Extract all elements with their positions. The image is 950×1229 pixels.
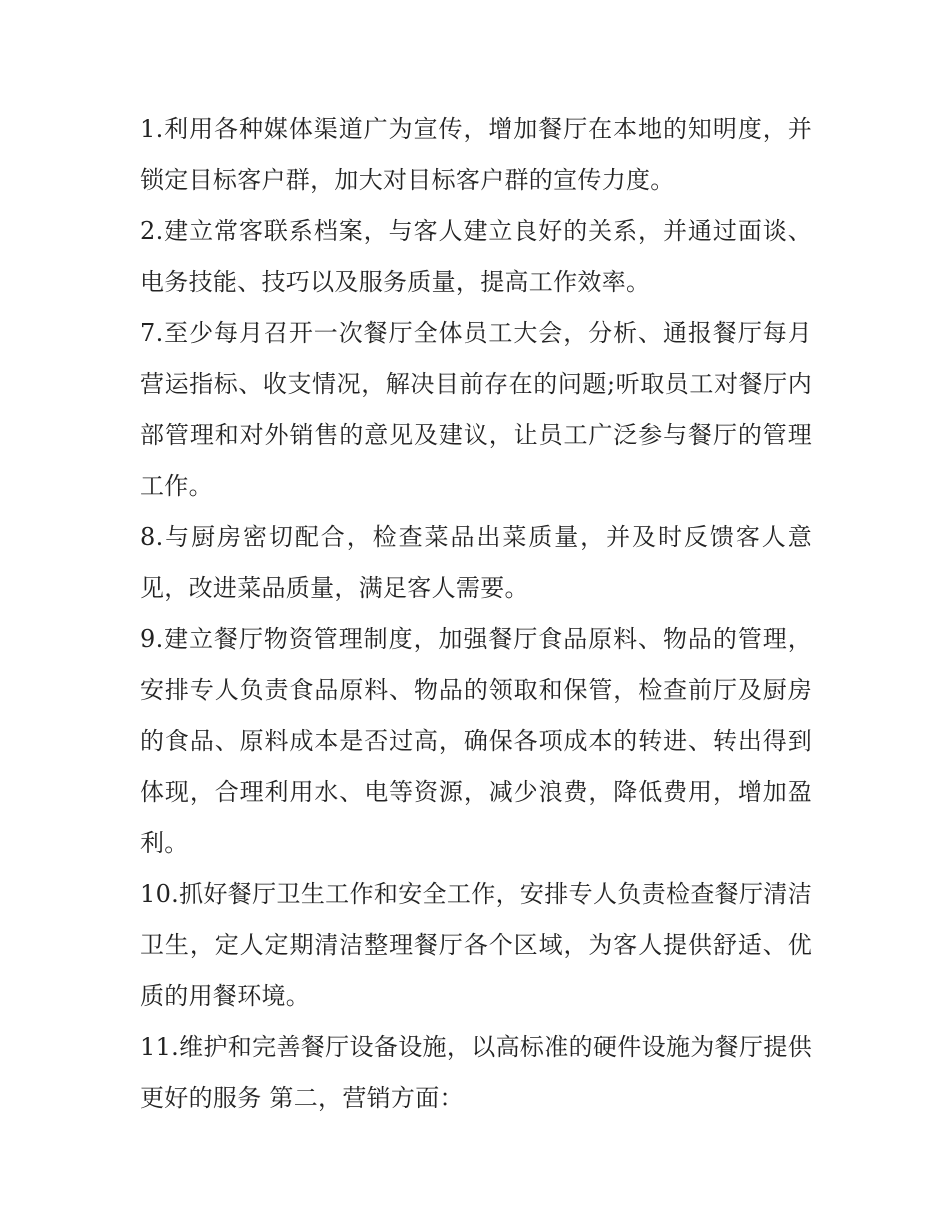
paragraph-8: 8.与厨房密切配合，检查菜品出菜质量，并及时反馈客人意见，改进菜品质量，满足客人需要。 xyxy=(140,523,812,602)
paragraph-9: 9.建立餐厅物资管理制度，加强餐厅食品原料、物品的管理，安排专人负责食品原料、物品的领取和保管，检查前厅及厨房的食品、原料成本是否过高，确保各项成本的转进、转出得到体现，合理利用水、电等资源，减少浪费，降低费用，增加盈利。 xyxy=(140,625,812,857)
paragraph-7: 7.至少每月召开一次餐厅全体员工大会，分析、通报餐厅每月营运指标、收支情况，解决目前存在的问题;听取员工对餐厅内部管理和对外销售的意见及建议，让员工广泛参与餐厅的管理工作。 xyxy=(140,319,812,500)
paragraph-1: 1.利用各种媒体渠道广为宣传，增加餐厅在本地的知明度，并锁定目标客户群，加大对目标客户群的宣传力度。 xyxy=(140,115,812,194)
paragraph-10: 10.抓好餐厅卫生工作和安全工作，安排专人负责检查餐厅清洁卫生，定人定期清洁整理餐厅各个区域，为客人提供舒适、优质的用餐环境。 xyxy=(140,880,812,1010)
paragraph-11: 11.维护和完善餐厅设备设施，以高标准的硬件设施为餐厅提供更好的服务 第二，营销方面： xyxy=(140,1033,812,1112)
document-body xyxy=(140,104,812,1124)
paragraph-2: 2.建立常客联系档案，与客人建立良好的关系，并通过面谈、电务技能、技巧以及服务质量，提高工作效率。 xyxy=(140,217,812,296)
